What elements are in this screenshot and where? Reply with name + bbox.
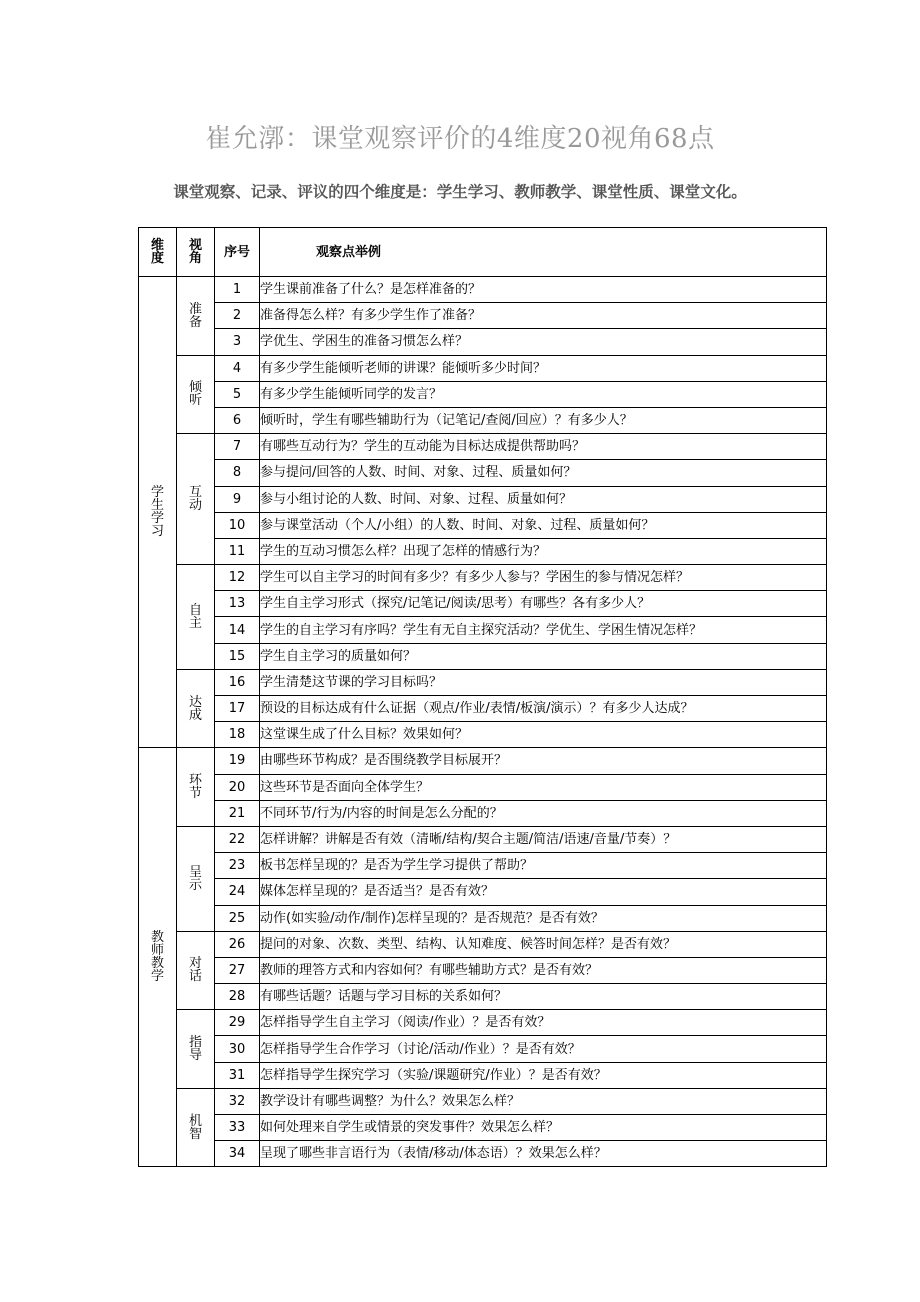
point-cell: 有哪些互动行为？学生的互动能为目标达成提供帮助吗？: [260, 434, 827, 460]
point-cell: 教学设计有哪些调整？为什么？效果怎么样？: [260, 1088, 827, 1114]
seq-cell: 29: [215, 1010, 260, 1036]
view-cell: 倾 听: [177, 355, 215, 434]
seq-cell: 12: [215, 565, 260, 591]
point-cell: 学生自主学习形式（探究/记笔记/阅读/思考）有哪些？各有多少人？: [260, 591, 827, 617]
table-row: [139, 748, 827, 774]
table-row: [139, 774, 827, 800]
view-cell: 对 话: [177, 931, 215, 1010]
point-cell: 如何处理来自学生或情景的突发事件？效果怎么样？: [260, 1115, 827, 1141]
point-cell: 有多少学生能倾听老师的讲课？能倾听多少时间？: [260, 355, 827, 381]
point-cell: 教师的理答方式和内容如何？有哪些辅助方式？是否有效？: [260, 957, 827, 983]
view-cell: 指 导: [177, 1010, 215, 1089]
seq-cell: 11: [215, 538, 260, 564]
table-row: [139, 931, 827, 957]
view-cell: 自 主: [177, 565, 215, 670]
point-cell: 由哪些环节构成？是否围绕教学目标展开？: [260, 748, 827, 774]
seq-cell: 33: [215, 1115, 260, 1141]
dimension-cell: 学 生 学 习: [139, 277, 177, 748]
point-cell: 板书怎样呈现的？是否为学生学习提供了帮助？: [260, 853, 827, 879]
table-row: [139, 329, 827, 355]
point-cell: 学生的自主学习有序吗？学生有无自主探究活动？学优生、学困生情况怎样？: [260, 617, 827, 643]
table-row: [139, 486, 827, 512]
point-cell: 有哪些话题？话题与学习目标的关系如何？: [260, 984, 827, 1010]
seq-cell: 21: [215, 800, 260, 826]
header-dimension: 维 度: [139, 228, 177, 277]
table-row: [139, 879, 827, 905]
seq-cell: 10: [215, 512, 260, 538]
seq-cell: 30: [215, 1036, 260, 1062]
table-row: [139, 1141, 827, 1167]
view-cell: 准 备: [177, 277, 215, 356]
point-cell: 参与小组讨论的人数、时间、对象、过程、质量如何？: [260, 486, 827, 512]
seq-cell: 6: [215, 407, 260, 433]
table-row: [139, 1088, 827, 1114]
point-cell: 这些环节是否面向全体学生？: [260, 774, 827, 800]
point-cell: 怎样指导学生合作学习（讨论/活动/作业）？是否有效？: [260, 1036, 827, 1062]
seq-cell: 17: [215, 696, 260, 722]
point-cell: 这堂课生成了什么目标？效果如何？: [260, 722, 827, 748]
point-cell: 准备得怎么样？有多少学生作了准备？: [260, 303, 827, 329]
seq-cell: 7: [215, 434, 260, 460]
point-cell: 动作(如实验/动作/制作)怎样呈现的？是否规范？是否有效？: [260, 905, 827, 931]
table-row: [139, 565, 827, 591]
seq-cell: 13: [215, 591, 260, 617]
seq-cell: 26: [215, 931, 260, 957]
seq-cell: 15: [215, 643, 260, 669]
point-cell: 怎样指导学生探究学习（实验/课题研究/作业）？是否有效？: [260, 1062, 827, 1088]
seq-cell: 34: [215, 1141, 260, 1167]
header-seq: 序号: [215, 228, 260, 277]
table-row: [139, 538, 827, 564]
table-row: [139, 905, 827, 931]
view-cell: 环 节: [177, 748, 215, 827]
point-cell: 不同环节/行为/内容的时间是怎么分配的？: [260, 800, 827, 826]
page-subtitle: 课堂观察、记录、评议的四个维度是：学生学习、教师教学、课堂性质、课堂文化。: [173, 183, 747, 201]
seq-cell: 23: [215, 853, 260, 879]
point-cell: 学生可以自主学习的时间有多少？有多少人参与？学困生的参与情况怎样？: [260, 565, 827, 591]
seq-cell: 4: [215, 355, 260, 381]
view-cell: 呈 示: [177, 826, 215, 931]
table-row: [139, 303, 827, 329]
seq-cell: 32: [215, 1088, 260, 1114]
table-row: [139, 722, 827, 748]
point-cell: 预设的目标达成有什么证据（观点/作业/表情/板演/演示）？有多少人达成？: [260, 696, 827, 722]
point-cell: 学生课前准备了什么？是怎样准备的？: [260, 277, 827, 303]
seq-cell: 24: [215, 879, 260, 905]
table-row: [139, 696, 827, 722]
seq-cell: 1: [215, 277, 260, 303]
table-row: [139, 591, 827, 617]
point-cell: 媒体怎样呈现的？是否适当？是否有效？: [260, 879, 827, 905]
point-cell: 怎样指导学生自主学习（阅读/作业）？是否有效？: [260, 1010, 827, 1036]
table-row: [139, 355, 827, 381]
table-row: [139, 407, 827, 433]
view-cell: 机 智: [177, 1088, 215, 1167]
table-row: [139, 957, 827, 983]
table-row: [139, 853, 827, 879]
table-row: [139, 643, 827, 669]
point-cell: 倾听时，学生有哪些辅助行为（记笔记/查阅/回应）？有多少人？: [260, 407, 827, 433]
point-cell: 学生清楚这节课的学习目标吗？: [260, 669, 827, 695]
point-cell: 学生的互动习惯怎么样？出现了怎样的情感行为？: [260, 538, 827, 564]
seq-cell: 5: [215, 381, 260, 407]
observation-table: [138, 227, 827, 1167]
seq-cell: 8: [215, 460, 260, 486]
table-row: [139, 669, 827, 695]
table-row: [139, 1062, 827, 1088]
table-row: [139, 460, 827, 486]
table-row: [139, 826, 827, 852]
view-cell: 互 动: [177, 434, 215, 565]
table-body: [139, 277, 827, 1167]
point-cell: 怎样讲解？讲解是否有效（清晰/结构/契合主题/简洁/语速/音量/节奏）？: [260, 826, 827, 852]
point-cell: 参与提问/回答的人数、时间、对象、过程、质量如何？: [260, 460, 827, 486]
table-row: [139, 434, 827, 460]
table-row: [139, 1036, 827, 1062]
table-row: [139, 800, 827, 826]
seq-cell: 9: [215, 486, 260, 512]
seq-cell: 25: [215, 905, 260, 931]
point-cell: 参与课堂活动（个人/小组）的人数、时间、对象、过程、质量如何？: [260, 512, 827, 538]
seq-cell: 18: [215, 722, 260, 748]
seq-cell: 31: [215, 1062, 260, 1088]
seq-cell: 28: [215, 984, 260, 1010]
point-cell: 呈现了哪些非言语行为（表情/移动/体态语）？效果怎么样？: [260, 1141, 827, 1167]
table-row: [139, 277, 827, 303]
seq-cell: 27: [215, 957, 260, 983]
table-row: [139, 381, 827, 407]
seq-cell: 2: [215, 303, 260, 329]
point-cell: 有多少学生能倾听同学的发言？: [260, 381, 827, 407]
table-row: [139, 1010, 827, 1036]
dimension-cell: 教 师 教 学: [139, 748, 177, 1167]
seq-cell: 16: [215, 669, 260, 695]
seq-cell: 19: [215, 748, 260, 774]
table-row: [139, 617, 827, 643]
header-point: 观察点举例: [260, 228, 827, 277]
table-row: [139, 512, 827, 538]
view-cell: 达 成: [177, 669, 215, 748]
seq-cell: 3: [215, 329, 260, 355]
seq-cell: 22: [215, 826, 260, 852]
point-cell: 学生自主学习的质量如何？: [260, 643, 827, 669]
seq-cell: 14: [215, 617, 260, 643]
seq-cell: 20: [215, 774, 260, 800]
point-cell: 学优生、学困生的准备习惯怎么样？: [260, 329, 827, 355]
table-row: [139, 1115, 827, 1141]
table-row: [139, 984, 827, 1010]
header-view: 视 角: [177, 228, 215, 277]
page-title: 崔允漷：课堂观察评价的4维度20视角68点: [205, 124, 715, 154]
table-header-row: [139, 228, 827, 277]
point-cell: 提问的对象、次数、类型、结构、认知难度、候答时间怎样？是否有效？: [260, 931, 827, 957]
